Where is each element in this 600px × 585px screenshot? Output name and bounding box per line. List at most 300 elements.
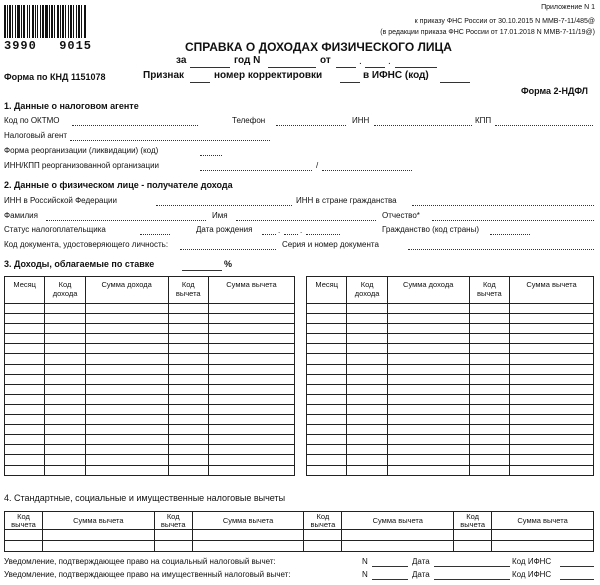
table-cell[interactable] [510,374,594,384]
correction-field[interactable] [340,82,360,83]
notice-property-ifns-label: Код ИФНС [512,570,552,579]
table-cell[interactable] [5,445,45,455]
table-cell[interactable] [208,304,294,314]
table-cell[interactable] [45,364,85,374]
table-cell[interactable] [307,435,347,445]
table-cell[interactable] [85,404,168,414]
table-cell[interactable] [85,455,168,465]
doc-series-field[interactable] [408,249,594,250]
table-cell[interactable] [307,465,347,475]
table-cell[interactable] [45,384,85,394]
table-cell[interactable] [387,435,469,445]
table-cell[interactable] [168,344,208,354]
table-cell[interactable] [5,354,45,364]
income-table-left [4,276,295,476]
table-cell[interactable] [342,541,454,552]
income-row [5,465,295,475]
table-cell[interactable] [469,304,509,314]
notice-property-date-field[interactable] [434,579,510,580]
notice-social-date-field[interactable] [434,566,510,567]
notice-social-label: Уведомление, подтверждающее право на социальный налоговый вычет: [4,557,276,566]
table-cell[interactable] [192,530,304,541]
table-cell[interactable] [5,415,45,425]
kpp-label: КПП [475,116,492,125]
table-cell[interactable] [347,324,387,334]
table-cell[interactable] [307,384,347,394]
col-income-code: Код дохода [45,277,85,304]
table-cell[interactable] [347,364,387,374]
table-cell[interactable] [45,344,85,354]
table-cell[interactable] [469,334,509,344]
income-row [5,304,295,314]
table-cell[interactable] [510,435,594,445]
table-cell[interactable] [307,324,347,334]
table-cell[interactable] [510,394,594,404]
table-cell[interactable] [5,404,45,414]
income-row [5,435,295,445]
table-cell[interactable] [387,374,469,384]
order-line: к приказу ФНС России от 30.10.2015 N ММВ-7-11/485@ [414,18,595,25]
doc-series-label: Серия и номер документа [282,240,379,249]
reorg-form-field[interactable] [200,155,222,156]
tax-rate-field[interactable] [182,270,222,271]
table-cell[interactable] [168,354,208,364]
table-cell[interactable] [307,415,347,425]
table-cell[interactable] [168,304,208,314]
table-cell[interactable] [469,404,509,414]
table-cell[interactable] [469,435,509,445]
table-cell[interactable] [85,354,168,364]
table-cell[interactable] [85,324,168,334]
income-row [307,334,594,344]
table-cell[interactable] [469,314,509,324]
table-cell[interactable] [45,324,85,334]
patronymic-field[interactable] [432,220,594,221]
oktmo-field[interactable] [72,125,198,126]
table-cell[interactable] [85,304,168,314]
table-cell[interactable] [208,404,294,414]
table-cell[interactable] [307,425,347,435]
income-row [5,364,295,374]
table-cell[interactable] [168,324,208,334]
table-cell[interactable] [45,314,85,324]
edition-line: (в редакции приказа ФНС России от 17.01.2018 N ММВ-7-11/19@) [380,29,595,36]
birth-label: Дата рождения [196,225,253,234]
income-row [307,455,594,465]
barcode-right-number: 9015 [59,39,92,53]
table-cell[interactable] [387,304,469,314]
reorg-kpp-field[interactable] [322,170,412,171]
income-row [307,374,594,384]
income-row [307,425,594,435]
deductions-table [4,511,594,552]
table-cell[interactable] [347,425,387,435]
table-cell[interactable] [85,374,168,384]
table-cell[interactable] [387,465,469,475]
table-cell[interactable] [154,530,192,541]
table-cell[interactable] [168,364,208,374]
table-cell[interactable] [510,415,594,425]
birth-day-field[interactable] [262,234,276,235]
table-cell[interactable] [469,425,509,435]
table-cell[interactable] [307,404,347,414]
table-cell[interactable] [45,354,85,364]
table-cell[interactable] [42,530,154,541]
table-cell[interactable] [208,455,294,465]
table-cell[interactable] [208,425,294,435]
table-cell[interactable] [492,541,594,552]
ded-sum-header-2: Сумма вычета [192,512,304,530]
table-cell[interactable] [85,425,168,435]
year-field[interactable] [190,67,230,68]
income-row [307,415,594,425]
income-row [307,445,594,455]
table-cell[interactable] [208,435,294,445]
income-row [5,415,295,425]
table-cell[interactable] [510,354,594,364]
table-cell[interactable] [387,364,469,374]
income-row [307,404,594,414]
table-cell[interactable] [85,465,168,475]
table-cell[interactable] [5,384,45,394]
table-cell[interactable] [510,404,594,414]
table-cell[interactable] [45,465,85,475]
table-cell[interactable] [347,354,387,364]
table-cell[interactable] [510,465,594,475]
ifns-field[interactable] [440,82,470,83]
table-cell[interactable] [307,344,347,354]
table-cell[interactable] [85,344,168,354]
table-cell[interactable] [168,384,208,394]
table-cell[interactable] [347,465,387,475]
table-cell[interactable] [347,304,387,314]
table-cell[interactable] [469,374,509,384]
from-label: от [320,55,331,66]
deduction-row [5,530,594,541]
table-cell[interactable] [469,455,509,465]
patronymic-label: Отчество* [382,211,420,220]
table-cell[interactable] [168,394,208,404]
table-cell[interactable] [307,314,347,324]
table-cell[interactable] [510,314,594,324]
table-cell[interactable] [85,445,168,455]
phone-field[interactable] [276,125,346,126]
table-cell[interactable] [208,415,294,425]
name-label: Имя [212,211,228,220]
table-cell[interactable] [208,334,294,344]
phone-label: Телефон [232,116,266,125]
table-cell[interactable] [85,364,168,374]
table-cell[interactable] [347,445,387,455]
table-cell[interactable] [307,334,347,344]
table-cell[interactable] [45,334,85,344]
table-cell[interactable] [168,465,208,475]
table-cell[interactable] [469,415,509,425]
ded-code-header-2: Код вычета [154,512,192,530]
table-cell[interactable] [307,445,347,455]
oktmo-label: Код по ОКТМО [4,116,60,125]
inn-label: ИНН [352,116,370,125]
ifns-label: в ИФНС (код) [363,70,429,81]
income-row [5,394,295,404]
table-cell[interactable] [469,445,509,455]
income-row [5,324,295,334]
table-cell[interactable] [5,455,45,465]
income-row [5,354,295,364]
table-cell[interactable] [45,425,85,435]
name-field[interactable] [236,220,376,221]
table-cell[interactable] [387,415,469,425]
month-field[interactable] [365,67,385,68]
table-cell[interactable] [387,384,469,394]
form-code: Форма по КНД 1151078 [4,72,106,82]
table-cell[interactable] [168,415,208,425]
income-row [5,344,295,354]
col-income-code: Код дохода [347,277,387,304]
status-field[interactable] [140,234,170,235]
income-row [307,465,594,475]
table-cell[interactable] [45,404,85,414]
income-row [5,334,295,344]
ded-sum-header-1: Сумма вычета [42,512,154,530]
table-cell[interactable] [347,415,387,425]
table-cell[interactable] [510,384,594,394]
table-cell[interactable] [168,445,208,455]
income-row [5,404,295,414]
table-cell[interactable] [208,344,294,354]
section3-title: 3. Доходы, облагаемые по ставке [4,259,155,269]
table-cell[interactable] [85,394,168,404]
table-cell[interactable] [510,455,594,465]
table-cell[interactable] [510,364,594,374]
table-cell[interactable] [45,394,85,404]
agent-label: Налоговый агент [4,131,68,140]
table-cell[interactable] [307,455,347,465]
table-cell[interactable] [168,425,208,435]
table-cell[interactable] [387,455,469,465]
citizenship-field[interactable] [490,234,530,235]
table-cell[interactable] [5,334,45,344]
citizenship-label: Гражданство (код страны) [382,225,479,234]
notice-property-date-label: Дата [412,570,430,579]
inn-rf-field[interactable] [156,205,292,206]
table-cell[interactable] [469,364,509,374]
table-cell[interactable] [168,374,208,384]
table-cell[interactable] [5,324,45,334]
form-name: Форма 2-НДФЛ [520,86,588,96]
table-cell[interactable] [469,354,509,364]
table-cell[interactable] [307,304,347,314]
table-cell[interactable] [85,384,168,394]
page-title: СПРАВКА О ДОХОДАХ ФИЗИЧЕСКОГО ЛИЦА [185,40,452,54]
income-row [307,364,594,374]
table-cell[interactable] [208,394,294,404]
ded-code-header-1: Код вычета [5,512,43,530]
reorg-slash: / [316,161,319,170]
table-cell[interactable] [510,445,594,455]
table-cell[interactable] [510,324,594,334]
table-cell[interactable] [208,354,294,364]
table-cell[interactable] [510,425,594,435]
table-cell[interactable] [168,334,208,344]
table-cell[interactable] [387,445,469,455]
table-cell[interactable] [387,334,469,344]
income-row [307,394,594,404]
table-cell[interactable] [192,541,304,552]
col-income-sum: Сумма дохода [387,277,469,304]
table-cell[interactable] [347,334,387,344]
table-cell[interactable] [347,394,387,404]
table-cell[interactable] [347,374,387,384]
table-cell[interactable] [510,334,594,344]
table-cell[interactable] [454,541,492,552]
table-cell[interactable] [304,530,342,541]
table-cell[interactable] [168,314,208,324]
table-cell[interactable] [307,354,347,364]
col-deduction-code: Код вычета [469,277,509,304]
notice-property-label: Уведомление, подтверждающее право на имущественный налоговый вычет: [4,570,291,579]
table-cell[interactable] [387,404,469,414]
table-cell[interactable] [469,384,509,394]
table-cell[interactable] [5,374,45,384]
percent-sign: % [224,259,233,269]
table-cell[interactable] [45,415,85,425]
notice-property-ifns-field[interactable] [560,579,594,580]
barcode-numbers [4,39,92,53]
table-cell[interactable] [5,364,45,374]
table-cell[interactable] [307,364,347,374]
reorg-inn-field[interactable] [200,170,312,171]
agent-field[interactable] [70,140,270,141]
table-cell[interactable] [492,530,594,541]
table-cell[interactable] [168,455,208,465]
table-cell[interactable] [347,344,387,354]
table-cell[interactable] [168,435,208,445]
table-cell[interactable] [5,304,45,314]
table-cell[interactable] [387,394,469,404]
table-cell[interactable] [208,465,294,475]
table-cell[interactable] [85,415,168,425]
table-cell[interactable] [307,374,347,384]
inn-field[interactable] [374,125,472,126]
table-cell[interactable] [5,314,45,324]
table-cell[interactable] [387,314,469,324]
date-year-field[interactable] [395,67,437,68]
col-deduction-code: Код вычета [168,277,208,304]
table-cell[interactable] [208,314,294,324]
table-cell[interactable] [5,394,45,404]
income-table-right [306,276,594,476]
table-cell[interactable] [85,314,168,324]
table-cell[interactable] [469,394,509,404]
section4-title: 4. Стандартные, социальные и имущественные налоговые вычеты [4,493,286,503]
table-cell[interactable] [85,334,168,344]
table-cell[interactable] [85,435,168,445]
table-cell[interactable] [454,530,492,541]
table-cell[interactable] [510,304,594,314]
table-cell[interactable] [45,445,85,455]
col-month: Месяц [5,277,45,304]
table-cell[interactable] [304,541,342,552]
table-cell[interactable] [208,384,294,394]
sign-label: Признак [143,70,185,81]
ded-sum-header-4: Сумма вычета [492,512,594,530]
table-cell[interactable] [387,324,469,334]
table-cell[interactable] [387,344,469,354]
section1-title: 1. Данные о налоговом агенте [4,101,139,111]
birth-month-field[interactable] [284,234,298,235]
table-cell[interactable] [347,314,387,324]
table-cell[interactable] [387,354,469,364]
surname-field[interactable] [46,220,206,221]
table-cell[interactable] [45,435,85,445]
income-row [307,384,594,394]
col-deduction-sum: Сумма вычета [510,277,594,304]
table-cell[interactable] [5,344,45,354]
appendix-label: Приложение N 1 [541,4,595,11]
table-cell[interactable] [42,541,154,552]
notice-property-n-label: N [362,570,368,579]
income-row [307,304,594,314]
kpp-field[interactable] [495,125,593,126]
sign-field[interactable] [190,82,210,83]
notice-property-number-field[interactable] [372,579,408,580]
day-field[interactable] [336,67,356,68]
table-cell[interactable] [168,404,208,414]
table-cell[interactable] [469,344,509,354]
deduction-row [5,541,594,552]
table-cell[interactable] [347,455,387,465]
surname-label: Фамилия [4,211,38,220]
income-row [307,324,594,334]
table-cell[interactable] [45,455,85,465]
table-cell[interactable] [347,435,387,445]
table-cell[interactable] [5,465,45,475]
inn-country-label: ИНН в стране гражданства [296,196,397,205]
table-cell[interactable] [5,425,45,435]
table-cell[interactable] [45,304,85,314]
table-cell[interactable] [5,530,43,541]
table-cell[interactable] [347,404,387,414]
table-cell[interactable] [208,364,294,374]
notice-social-ifns-field[interactable] [560,566,594,567]
table-cell[interactable] [347,384,387,394]
birth-year-field[interactable] [306,234,340,235]
notice-social-ifns-label: Код ИФНС [512,557,552,566]
notice-social-number-field[interactable] [372,566,408,567]
table-cell[interactable] [5,541,43,552]
table-cell[interactable] [342,530,454,541]
reorg-form-label: Форма реорганизации (ликвидации) (код) [4,146,159,155]
inn-country-field[interactable] [412,205,594,206]
table-cell[interactable] [307,394,347,404]
table-cell[interactable] [208,445,294,455]
table-cell[interactable] [510,344,594,354]
table-cell[interactable] [387,425,469,435]
table-cell[interactable] [208,374,294,384]
table-cell[interactable] [208,324,294,334]
table-cell[interactable] [469,465,509,475]
col-deduction-sum: Сумма вычета [208,277,294,304]
year-number-label: год N [234,55,261,66]
ded-code-header-3: Код вычета [304,512,342,530]
table-cell[interactable] [154,541,192,552]
table-cell[interactable] [5,435,45,445]
table-cell[interactable] [45,374,85,384]
table-cell[interactable] [469,324,509,334]
certificate-number-field[interactable] [268,67,316,68]
doc-code-field[interactable] [180,249,276,250]
